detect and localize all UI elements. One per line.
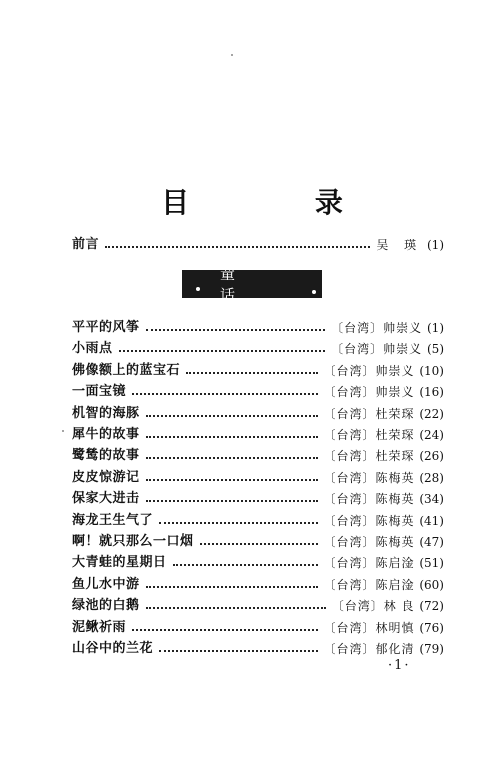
toc-entry-author: 陈梅英 (375, 514, 415, 528)
toc-entry-row[interactable] (72, 425, 444, 445)
toc-entry-page: (51) (419, 556, 444, 570)
toc-entry-row[interactable] (72, 361, 444, 381)
dot-leader (146, 436, 318, 438)
toc-entry-region: 〔台湾〕 (323, 385, 376, 399)
toc-entry-region: 〔台湾〕 (323, 621, 376, 635)
toc-entry-title: 皮皮惊游记 (72, 470, 140, 485)
toc-entry-author: 郁化清 (375, 642, 415, 656)
page-number: ·1· (388, 658, 411, 673)
toc-entry-row[interactable] (72, 575, 444, 595)
toc-entry-page: (5) (427, 342, 444, 356)
toc-entry-row[interactable] (72, 468, 444, 488)
dot-leader (146, 607, 326, 609)
toc-entry-title: 佛像额上的蓝宝石 (72, 363, 181, 378)
print-speck (62, 430, 64, 432)
toc-entry-title: 犀牛的故事 (72, 427, 140, 442)
toc-entry-region: 〔台湾〕 (323, 364, 376, 378)
toc-entry-row[interactable] (72, 532, 444, 552)
toc-entry-title: 机智的海豚 (72, 406, 140, 421)
section-dot-left (196, 287, 200, 291)
toc-entry-row[interactable] (72, 511, 444, 531)
toc-entry-region: 〔台湾〕 (323, 642, 376, 656)
toc-entry-author: 帅崇义 (383, 321, 423, 335)
toc-entry-page: (34) (419, 492, 444, 506)
toc-entry-title: 一面宝镜 (72, 384, 127, 399)
dot-leader (146, 479, 318, 481)
toc-entry-title: 啊！就只那么一口烟 (72, 534, 194, 549)
toc-entry-title: 鱼儿水中游 (72, 577, 140, 592)
toc-preface-row[interactable] (72, 235, 444, 255)
toc-entry-region: 〔台湾〕 (323, 556, 376, 570)
toc-preface-author: 吴 瑛 (376, 238, 423, 252)
toc-entry-region: 〔台湾〕 (331, 342, 384, 356)
toc-entry-page: (76) (419, 621, 444, 635)
toc-entry-page: (60) (419, 578, 444, 592)
toc-entry-author: 杜荣琛 (375, 449, 415, 463)
dot-leader (132, 393, 317, 395)
toc-entry-author: 杜荣琛 (375, 407, 415, 421)
toc-entry-page: (16) (419, 385, 444, 399)
toc-entry-author: 林 良 (383, 599, 415, 613)
toc-entry-region: 〔台湾〕 (323, 471, 376, 485)
dot-leader (146, 415, 318, 417)
toc-entry-page: (10) (419, 364, 444, 378)
toc-entry-page: (47) (419, 535, 444, 549)
toc-entry-author: 帅崇义 (375, 385, 415, 399)
dot-leader (159, 650, 317, 652)
toc-entry-author: 林明慎 (375, 621, 415, 635)
dot-leader (105, 246, 370, 248)
toc-entry-title: 小雨点 (72, 341, 113, 356)
toc-preface-page: (1) (427, 238, 444, 252)
dot-leader (173, 564, 318, 566)
toc-entry-title: 海龙王生气了 (72, 513, 154, 528)
dot-leader (119, 350, 326, 352)
toc-entry-author: 陈启淦 (375, 578, 415, 592)
toc-entry-region: 〔台湾〕 (331, 321, 384, 335)
toc-entry-row[interactable] (72, 596, 444, 616)
toc-entry-row[interactable] (72, 382, 444, 402)
dot-leader (159, 522, 317, 524)
toc-entry-row[interactable] (72, 489, 444, 509)
toc-preface-title: 前言 (72, 237, 100, 252)
toc-entry-region: 〔台湾〕 (323, 492, 376, 506)
toc-entry-title: 鹭鸶的故事 (72, 448, 140, 463)
toc-entry-title: 保家大进击 (72, 491, 140, 506)
toc-entry-author: 帅崇义 (383, 342, 423, 356)
toc-entry-title: 泥鳅祈雨 (72, 620, 127, 635)
dot-leader (132, 629, 317, 631)
section-dot-right (312, 290, 316, 294)
toc-entry-row[interactable] (72, 339, 444, 359)
dot-leader (146, 329, 326, 331)
section-header-fairy-tales (182, 265, 322, 304)
print-speck (231, 54, 233, 56)
dot-leader (200, 543, 318, 545)
toc-entry-region: 〔台湾〕 (323, 449, 376, 463)
toc-entry-author: 陈梅英 (375, 492, 415, 506)
toc-entry-row[interactable] (72, 404, 444, 424)
toc-entry-author: 陈梅英 (375, 535, 415, 549)
toc-entry-page: (22) (419, 407, 444, 421)
section-label: 童 话 (220, 265, 274, 304)
toc-entry-region: 〔台湾〕 (323, 428, 376, 442)
dot-leader (146, 500, 318, 502)
toc-entry-region: 〔台湾〕 (331, 599, 384, 613)
dot-leader (186, 372, 317, 374)
toc-entry-row[interactable] (72, 618, 444, 638)
toc-entry-page: (24) (419, 428, 444, 442)
toc-entry-page: (26) (419, 449, 444, 463)
toc-entry-title: 绿池的白鹅 (72, 598, 140, 613)
toc-entry-title: 平平的风筝 (72, 320, 140, 335)
toc-entry-row[interactable] (72, 446, 444, 466)
toc-entry-row[interactable] (72, 318, 444, 338)
toc-entry-page: (72) (419, 599, 444, 613)
toc-entry-author: 杜荣琛 (375, 428, 415, 442)
toc-entry-region: 〔台湾〕 (323, 407, 376, 421)
toc-entry-page: (28) (419, 471, 444, 485)
toc-entry-title: 山谷中的兰花 (72, 641, 154, 656)
toc-entry-author: 陈启淦 (375, 556, 415, 570)
toc-entry-region: 〔台湾〕 (323, 514, 376, 528)
toc-entry-region: 〔台湾〕 (323, 535, 376, 549)
toc-entry-author: 帅崇义 (375, 364, 415, 378)
toc-entry-page: (41) (419, 514, 444, 528)
toc-entry-row[interactable] (72, 639, 444, 659)
toc-entry-region: 〔台湾〕 (323, 578, 376, 592)
page-title: 目 录 (161, 186, 401, 219)
dot-leader (146, 586, 318, 588)
toc-entry-author: 陈梅英 (375, 471, 415, 485)
toc-entry-row[interactable] (72, 553, 444, 573)
dot-leader (146, 457, 318, 459)
toc-entry-page: (1) (427, 321, 444, 335)
toc-entry-title: 大青蛙的星期日 (72, 555, 167, 570)
toc-entry-page: (79) (419, 642, 444, 656)
